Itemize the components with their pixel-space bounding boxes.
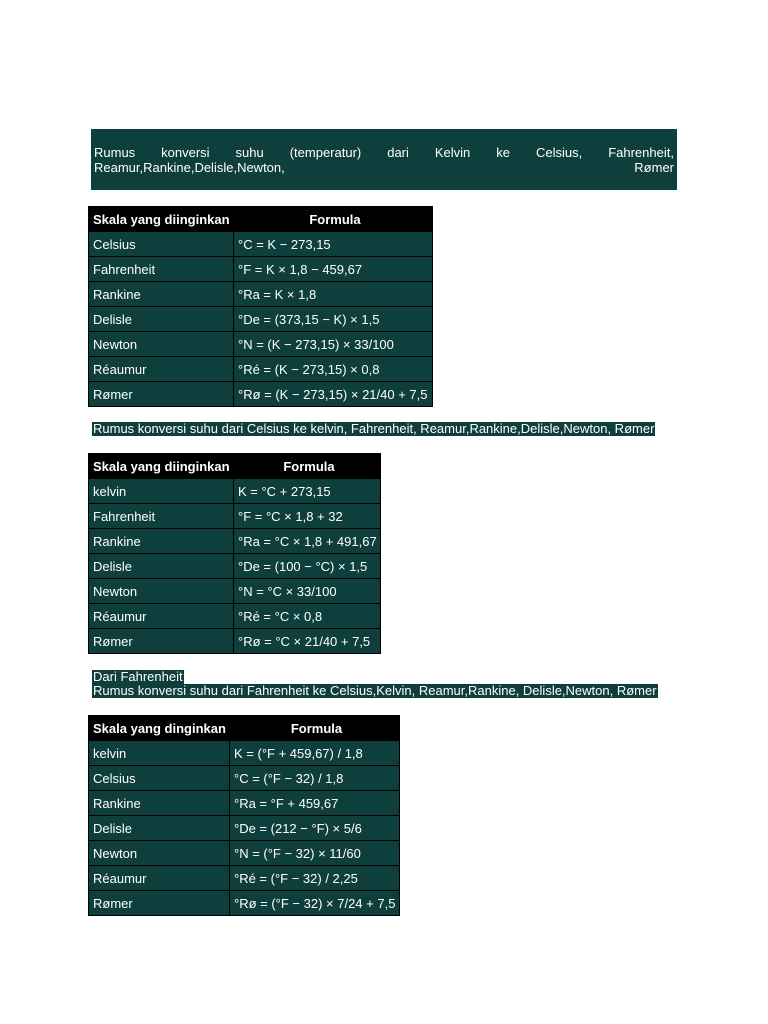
celsius-conversion-heading: Rumus konversi suhu dari Celsius ke kelvin, Fahrenheit, Reamur,Rankine,Delisle,Newton, Rømer [93,421,655,436]
celsius-conversion-table [88,453,381,654]
heading-word: Rumus [94,145,136,160]
table-row [89,504,381,529]
formula-cell: °Rø = (°F − 32) × 7/24 + 7,5 [230,891,400,916]
scale-cell: kelvin [89,741,230,766]
scale-cell: Réaumur [89,357,234,382]
table-row [89,604,381,629]
scale-column-header: Skala yang diinginkan [89,207,234,232]
formula-column-header: Formula [230,716,400,741]
scale-cell: Rømer [89,891,230,916]
table-row [89,766,400,791]
table-row [89,554,381,579]
formula-cell: °N = °C × 33/100 [234,579,381,604]
scale-column-header: Skala yang diinginkan [89,454,234,479]
formula-cell: K = °C + 273,15 [234,479,381,504]
fahrenheit-section-title: Dari Fahrenheit [93,669,183,684]
kelvin-conversion-heading [91,129,677,190]
scale-column-header: Skala yang dinginkan [89,716,230,741]
formula-cell: °De = (373,15 − K) × 1,5 [234,307,433,332]
table-row [89,579,381,604]
scale-cell: Delisle [89,554,234,579]
formula-cell: °C = K − 273,15 [234,232,433,257]
scale-cell: Rømer [89,382,234,407]
formula-cell: °Ré = °C × 0,8 [234,604,381,629]
fahrenheit-conversion-heading: Rumus konversi suhu dari Fahrenheit ke Celsius,Kelvin, Reamur,Rankine, Delisle,Newton, Rømer [93,683,657,698]
scale-cell: Newton [89,579,234,604]
heading-word: Kelvin [434,145,471,160]
scale-cell: Réaumur [89,604,234,629]
formula-cell: °F = K × 1,8 − 459,67 [234,257,433,282]
scale-cell: Rømer [89,629,234,654]
table-row [89,629,381,654]
heading-word: (temperatur) [289,145,362,160]
formula-cell: °Ré = (°F − 32) / 2,25 [230,866,400,891]
table-row [89,257,433,282]
table-header-row [89,716,400,741]
formula-column-header: Formula [234,207,433,232]
heading-word: dari [387,145,409,160]
table-row [89,282,433,307]
heading-word: konversi [161,145,210,160]
formula-cell: °De = (212 − °F) × 5/6 [230,816,400,841]
table-row [89,816,400,841]
heading-word: Reamur,Rankine,Delisle,Newton, [94,160,285,175]
table-header-row [89,454,381,479]
formula-cell: °C = (°F − 32) / 1,8 [230,766,400,791]
formula-cell: °Rø = °C × 21/40 + 7,5 [234,629,381,654]
fahrenheit-conversion-table [88,715,400,916]
scale-cell: Réaumur [89,866,230,891]
table-row [89,232,433,257]
formula-cell: °Ra = °C × 1,8 + 491,67 [234,529,381,554]
scale-cell: Rankine [89,529,234,554]
table-row [89,891,400,916]
formula-cell: °De = (100 − °C) × 1,5 [234,554,381,579]
heading-word: Fahrenheit, [608,145,674,160]
scale-cell: Celsius [89,766,230,791]
scale-cell: Fahrenheit [89,257,234,282]
scale-cell: Rankine [89,282,234,307]
formula-cell: °F = °C × 1,8 + 32 [234,504,381,529]
scale-cell: Delisle [89,816,230,841]
heading-word: Rømer [634,160,674,175]
heading-word: Celsius, [535,145,583,160]
heading-line-1 [94,145,674,160]
formula-cell: °N = (K − 273,15) × 33/100 [234,332,433,357]
formula-cell: K = (°F + 459,67) / 1,8 [230,741,400,766]
heading-word: suhu [235,145,264,160]
table-row [89,866,400,891]
table-row [89,841,400,866]
table-row [89,332,433,357]
scale-cell: Newton [89,332,234,357]
scale-cell: Rankine [89,791,230,816]
table-row [89,479,381,504]
scale-cell: Delisle [89,307,234,332]
table-row [89,791,400,816]
formula-cell: °Rø = (K − 273,15) × 21/40 + 7,5 [234,382,433,407]
table-row [89,741,400,766]
table-header-row [89,207,433,232]
heading-word: ke [496,145,510,160]
table-row [89,307,433,332]
scale-cell: Newton [89,841,230,866]
formula-cell: °Ra = °F + 459,67 [230,791,400,816]
formula-cell: °Ré = (K − 273,15) × 0,8 [234,357,433,382]
formula-cell: °Ra = K × 1,8 [234,282,433,307]
kelvin-conversion-table [88,206,433,407]
table-row [89,529,381,554]
scale-cell: kelvin [89,479,234,504]
table-row [89,357,433,382]
scale-cell: Celsius [89,232,234,257]
heading-line-2 [94,160,674,175]
scale-cell: Fahrenheit [89,504,234,529]
table-row [89,382,433,407]
formula-cell: °N = (°F − 32) × 11/60 [230,841,400,866]
formula-column-header: Formula [234,454,381,479]
